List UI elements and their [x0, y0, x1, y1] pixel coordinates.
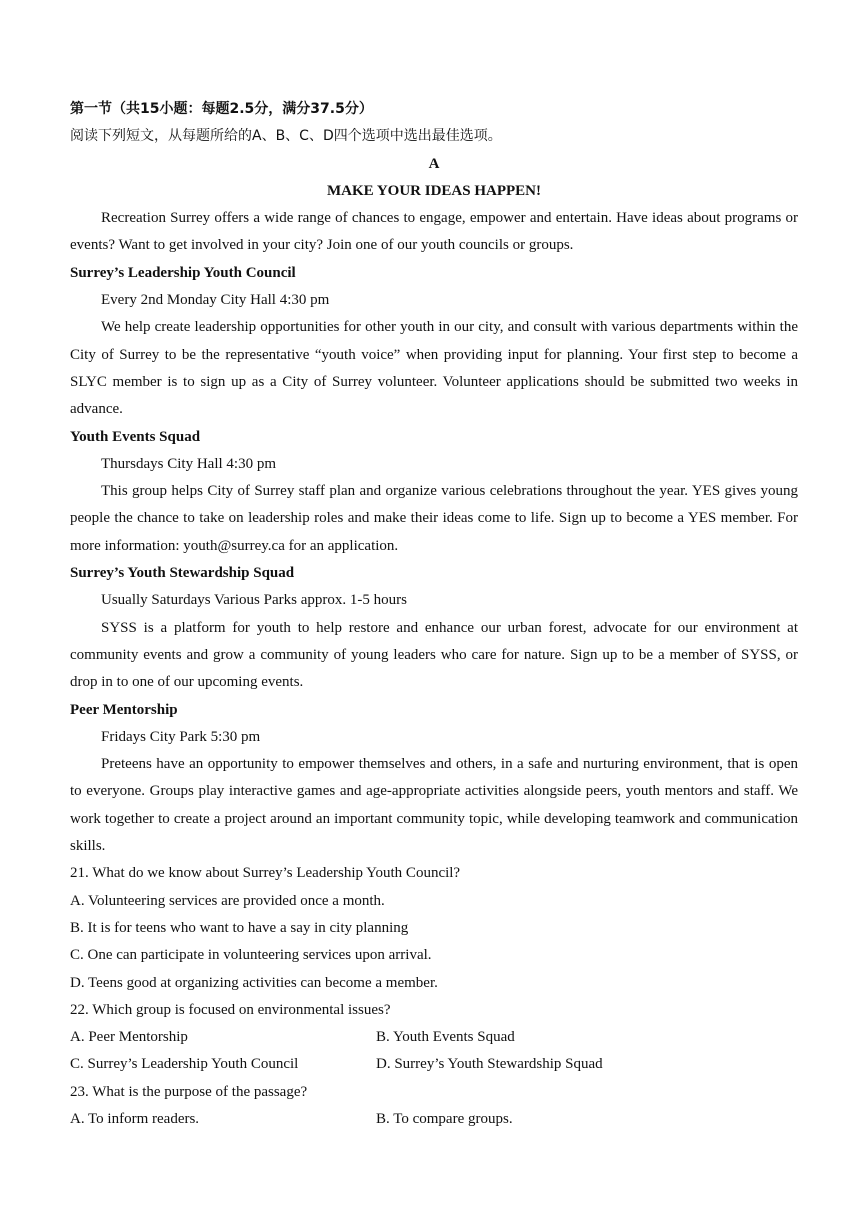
option-row	[70, 1024, 798, 1051]
answer-option: D. Teens good at organizing activities can become a member.	[70, 974, 438, 991]
group-schedule: Thursdays City Hall 4:30 pm	[101, 455, 276, 472]
group-description: SYSS is a platform for youth to help restore and enhance our urban forest, advocate for our environment at community events and grow a community of young leaders who care for nature. Sign up to be a member of SYSS, or drop in to one of our upcoming events.	[70, 619, 798, 691]
instruction: 阅读下列短文，从每题所给的A、B、C、D四个选项中选出最佳选项。	[70, 128, 502, 145]
group-schedule: Fridays City Park 5:30 pm	[101, 728, 261, 745]
question-stem: 22. Which group is focused on environmental issues?	[70, 1001, 391, 1018]
answer-option: B. Youth Events Squad	[376, 1029, 515, 1046]
answer-option: B. It is for teens who want to have a say in city planning	[70, 919, 409, 936]
group-schedule: Usually Saturdays Various Parks approx. 1-5 hours	[101, 592, 407, 609]
question-stem: 21. What do we know about Surrey’s Leadership Youth Council?	[70, 865, 461, 882]
section-header: 第一节（共15小题：每题2.5分，满分37.5分）	[70, 101, 373, 117]
page-content	[70, 96, 798, 1133]
intro-paragraph: Recreation Surrey offers a wide range of chances to engage, empower and entertain. Have ideas about programs or events? Want to get involved in your city? Join one of our youth councils or groups.	[70, 210, 798, 254]
group-description: We help create leadership opportunities for other youth in our city, and consult with various departments within the City of Surrey to be the representative “youth voice” when providing input for planning. Your first step to become a SLYC member is to sign up as a City of Surrey volunteer. Volunteer applications should be submitted two weeks in advance.	[70, 319, 798, 418]
question-stem: 23. What is the purpose of the passage?	[70, 1083, 308, 1100]
group-name: Youth Events Squad	[70, 428, 201, 445]
answer-option: C. One can participate in volunteering services upon arrival.	[70, 947, 432, 964]
answer-option: A. Volunteering services are provided once a month.	[70, 892, 385, 909]
group-name: Surrey’s Leadership Youth Council	[70, 264, 296, 281]
answer-option: D. Surrey’s Youth Stewardship Squad	[376, 1056, 603, 1073]
answer-option: A. Peer Mentorship	[70, 1029, 188, 1046]
option-row	[70, 1051, 798, 1078]
answer-option: A. To inform readers.	[70, 1110, 200, 1127]
group-description: This group helps City of Surrey staff plan and organize various celebrations throughout the year. YES gives young people the chance to take on leadership roles and make their ideas come to life. Sign up to become a YES member. For more information: youth@surrey.ca for an application.	[70, 483, 798, 554]
option-row	[70, 1106, 798, 1133]
group-name: Surrey’s Youth Stewardship Squad	[70, 565, 295, 582]
passage-letter: A	[428, 155, 440, 172]
group-name: Peer Mentorship	[70, 701, 178, 718]
group-schedule: Every 2nd Monday City Hall 4:30 pm	[101, 292, 330, 309]
answer-option: C. Surrey’s Leadership Youth Council	[70, 1056, 299, 1073]
answer-option: B. To compare groups.	[376, 1110, 513, 1127]
group-description: Preteens have an opportunity to empower themselves and others, in a safe and nurturing environment, that is open to everyone. Groups play interactive games and age-appropriate activities alongside peers, youth mentors and staff. We work together to create a project around an important community topic, while developing teamwork and communication skills.	[70, 756, 798, 855]
passage-title: MAKE YOUR IDEAS HAPPEN!	[326, 182, 542, 199]
